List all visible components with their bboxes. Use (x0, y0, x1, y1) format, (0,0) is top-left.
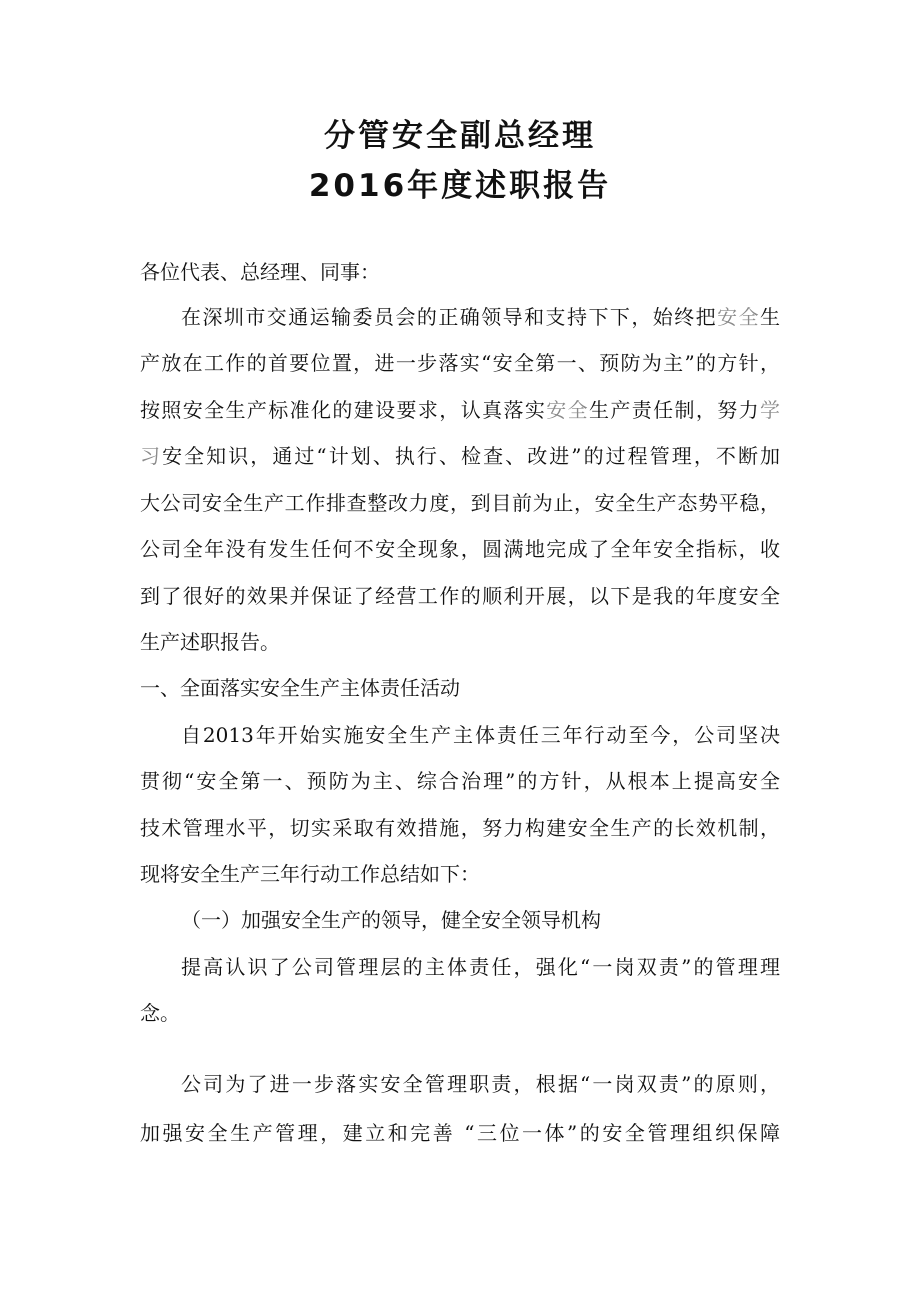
paragraph2-line3: 技术管理水平，切实采取有效措施，努力构建安全生产的长效机制， (140, 816, 780, 840)
paragraph1-line3 (140, 395, 780, 425)
paragraph1-line4 (140, 441, 780, 471)
paragraph1-line1 (181, 302, 780, 332)
document-title-line1: 分管安全副总经理 (324, 118, 596, 154)
salutation: 各位代表、总经理、同事： (140, 260, 380, 284)
highlight-text: 习 (140, 444, 163, 468)
subsection1-heading: （一）加强安全生产的领导，健全安全领导机构 (181, 908, 601, 932)
document-title-line2: 2016年度述职报告 (308, 168, 612, 204)
paragraph3-line2: 念。 (140, 1001, 180, 1025)
paragraph1-line4-text: 安全知识，通过“计划、执行、检查、改进”的过程管理，不断加 (162, 444, 780, 468)
paragraph1-line2: 产放在工作的首要位置，进一步落实“安全第一、预防为主”的方针， (140, 351, 780, 375)
paragraph1-line8: 生产述职报告。 (140, 630, 280, 654)
paragraph1-line5: 大公司安全生产工作排查整改力度，到目前为止，安全生产态势平稳， (140, 491, 780, 515)
paragraph1-line1-text: 在深圳市交通运输委员会的正确领导和支持下下，始终把 (181, 305, 718, 329)
highlight-text: 学 (760, 398, 780, 422)
highlight-text: 安全 (717, 305, 761, 329)
section1-heading: 一、全面落实安全生产主体责任活动 (140, 676, 460, 700)
paragraph1-line3-text: 按照安全生产标准化的建设要求，认真落实 (140, 398, 547, 422)
paragraph1-line7: 到了很好的效果并保证了经营工作的顺利开展，以下是我的年度安全 (140, 584, 780, 608)
paragraph2-line4: 现将安全生产三年行动工作总结如下： (140, 862, 480, 886)
paragraph4-line2: 加强安全生产管理，建立和完善 “三位一体”的安全管理组织保障 (140, 1121, 780, 1145)
paragraph1-line6: 公司全年没有发生任何不安全现象，圆满地完成了全年安全指标，收 (140, 537, 780, 561)
highlight-text: 安全 (546, 398, 589, 422)
paragraph2-line1: 自2013年开始实施安全生产主体责任三年行动至今，公司坚决 (181, 723, 780, 747)
paragraph2-line2: 贯彻“安全第一、预防为主、综合治理”的方针，从根本上提高安全 (140, 769, 780, 793)
paragraph3-line1: 提高认识了公司管理层的主体责任，强化“一岗双责”的管理理 (181, 955, 780, 979)
paragraph1-line3-mid: 生产责任制，努力 (588, 398, 761, 422)
paragraph1-line1-tail: 生 (760, 305, 780, 329)
paragraph4-line1: 公司为了进一步落实安全管理职责，根据“一岗双责”的原则， (181, 1072, 780, 1096)
